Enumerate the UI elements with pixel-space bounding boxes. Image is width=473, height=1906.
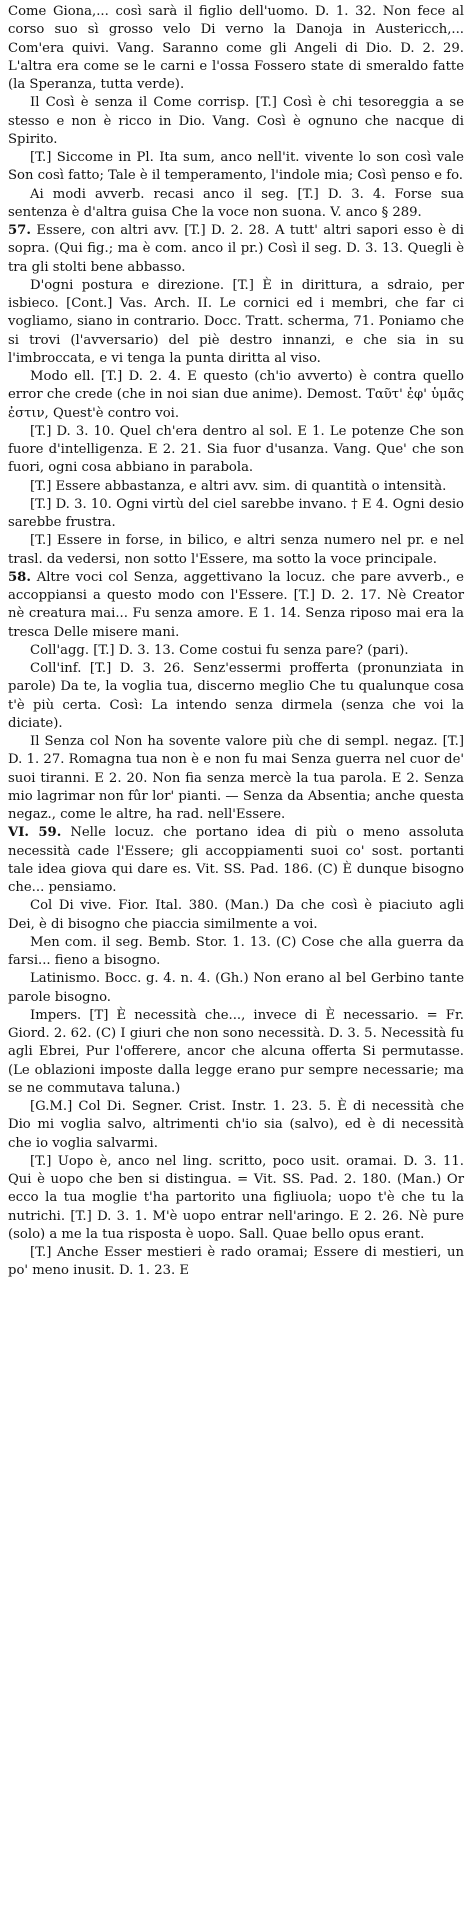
paragraph: Col Di vive. Fior. Ital. 380. (Man.) Da che così è piaciuto agli Dei, è di bisogno che piaccia similmente a voi.: [8, 898, 464, 932]
paragraph: Impers. [T] È necessità che..., invece di È necessario. = Fr. Giord. 2. 62. (C) I giuri che non sono necessità. D. 3. 5. Necessità fu agli Ebrei, Pur l'offerere, ancor che alcuna offerta Si permutasse. (Le oblazioni imposte dalla legge erano pur sempre necessarie; ma se ne commutava taluna.): [8, 1007, 464, 1096]
paragraph-text: Altre voci col Senza, aggettivano la locuz. che pare avverb., e accoppiansi a questo modo con l'Essere. [T.] D. 2. 17. Nè Creator nè creatura mai... Fu senza amore. E 1. 14. Senza riposo mai era la tresca Delle misere mani.: [8, 569, 464, 640]
paragraph: Il Così è senza il Come corrisp. [T.] Così è chi tesoreggia a se stesso e non è ricco in Dio. Vang. Così è ognuno che nacque di Spirito.: [8, 95, 464, 147]
paragraph: D'ogni postura e direzione. [T.] È in dirittura, a sdraio, per isbieco. [Cont.] Vas. Arch. II. Le cornici ed i membri, che far ci vogliamo, siano in contrario. Docc. Tratt. scherma, 71. Poniamo che si trovi (l'avversario) del piè destro innanzi, e che sia in su l'imbroccata, e vi tenga la punta diritta al viso.: [8, 277, 464, 366]
paragraph: [T.] Essere abbastanza, e altri avv. sim. di quantità o intensità.: [30, 478, 447, 494]
paragraph: Ai modi avverb. recasi anco il seg. [T.] D. 3. 4. Forse sua sentenza è d'altra guisa Che la voce non suona. V. anco § 289.: [8, 186, 464, 220]
paragraph: Latinismo. Bocc. g. 4. n. 4. (Gh.) Non erano al bel Gerbino tante parole bisogno.: [8, 971, 464, 1005]
paragraph: [G.M.] Col Di. Segner. Crist. Instr. 1. 23. 5. È di necessità che Dio mi voglia salvo, altrimenti ch'io sia (salvo), ed è di necessità che io voglia salvarmi.: [8, 1099, 464, 1151]
section-number: 57.: [8, 223, 31, 238]
paragraph: [T.] Essere in forse, in bilico, e altri senza numero nel pr. e nel trasl. da vedersi, non sotto l'Essere, ma sotto la voce principale.: [8, 533, 464, 567]
paragraph-text: Essere, con altri avv. [T.] D. 2. 28. A tutt' altri sapori esso è di sopra. (Qui fig.; ma è com. anco il pr.) Così il seg. D. 3. 13. Quegli è tra gli stolti bene abbasso.: [8, 223, 464, 275]
paragraph: [T.] Anche Esser mestieri è rado oramai; Essere di mestieri, un po' meno inusit. D. 1. 23. E: [8, 1245, 464, 1279]
paragraph-text: Nelle locuz. che portano idea di più o meno assoluta necessità cade l'Essere; gli accoppiamenti suoi co' sost. portanti tale idea giova qui dare es. Vit. SS. Pad. 186. (C) È dunque bisogno che... pensiamo.: [8, 825, 464, 895]
section-number: VI. 59.: [8, 825, 62, 841]
paragraph: Coll'inf. [T.] D. 3. 26. Senz'essermi profferta (pronunziata in parole) Da te, la voglia tua, discerno meglio Che tu qualunque cosa t'è più certa. Così: La intendo senza dirmela (senza che voi la diciate).: [8, 661, 464, 731]
paragraph: Modo ell. [T.] D. 2. 4. E questo (ch'io avverto) è contra quello error che crede (che in noi sian due anime). Demost. Ταῦτ' ἐφ' ὑμᾶς ἐστιν, Quest'è contro voi.: [8, 369, 464, 421]
paragraph: Coll'agg. [T.] D. 3. 13. Come costui fu senza pare? (pari).: [30, 642, 409, 658]
section-number: 58.: [8, 569, 31, 585]
paragraph: Il Senza col Non ha sovente valore più che di sempl. negaz. [T.] D. 1. 27. Romagna tua non è e non fu mai Senza guerra nel cuor de' suoi tiranni. E 2. 20. Non fia senza mercè la tua parola. E 2. Senza mio lagrimar non fûr lor' pianti. — Senza da Absentia; anche questa negaz., come le altre, ha rad. nell'Essere.: [8, 734, 464, 822]
paragraph: Men com. il seg. Bemb. Stor. 1. 13. (C) Cose che alla guerra da farsi... fieno a bisogno.: [8, 934, 464, 968]
paragraph: [T.] D. 3. 10. Quel ch'era dentro al sol. E 1. Le potenze Che son fuore d'intelligenza. E 2. 21. Sia fuor d'usanza. Vang. Que' che son fuori, ogni cosa abbiano in parabola.: [8, 423, 464, 476]
paragraph: [T.] Uopo è, anco nel ling. scritto, poco usit. oramai. D. 3. 11. Qui è uopo che ben si distingua. = Vit. SS. Pad. 2. 180. (Man.) Or ecco la tua moglie t'ha partorito una figliuola; uopo t'è che tu la nutrichi. [T.] D. 3. 1. M'è uopo entrar nell'aringo. E 2. 26. Nè pure (solo) a me la tua risposta è uopo. Sall. Quae bello opus erant.: [8, 1153, 464, 1242]
section-58: [8, 569, 464, 642]
section-59: [8, 824, 464, 897]
section-57: [8, 222, 464, 277]
paragraph: Come Giona,... così sarà il figlio dell'uomo. D. 1. 32. Non fece al corso suo sì grosso velo Di verno la Danoja in Austericch,... Com'era quivi. Vang. Saranno come gli Angeli di Dio. D. 2. 29. L'altra era come se le carni e l'ossa Fossero state di smeraldo fatte (la Speranza, tutta verde).: [8, 4, 464, 92]
paragraph: [T.] Siccome in Pl. Ita sum, anco nell'it. vivente lo son così vale Son così fatto; Tale è il temperamento, l'indole mia; Così penso e fo.: [8, 150, 464, 184]
paragraph: [T.] D. 3. 10. Ogni virtù del ciel sarebbe invano. † E 4. Ogni desio sarebbe frustra.: [8, 496, 464, 530]
